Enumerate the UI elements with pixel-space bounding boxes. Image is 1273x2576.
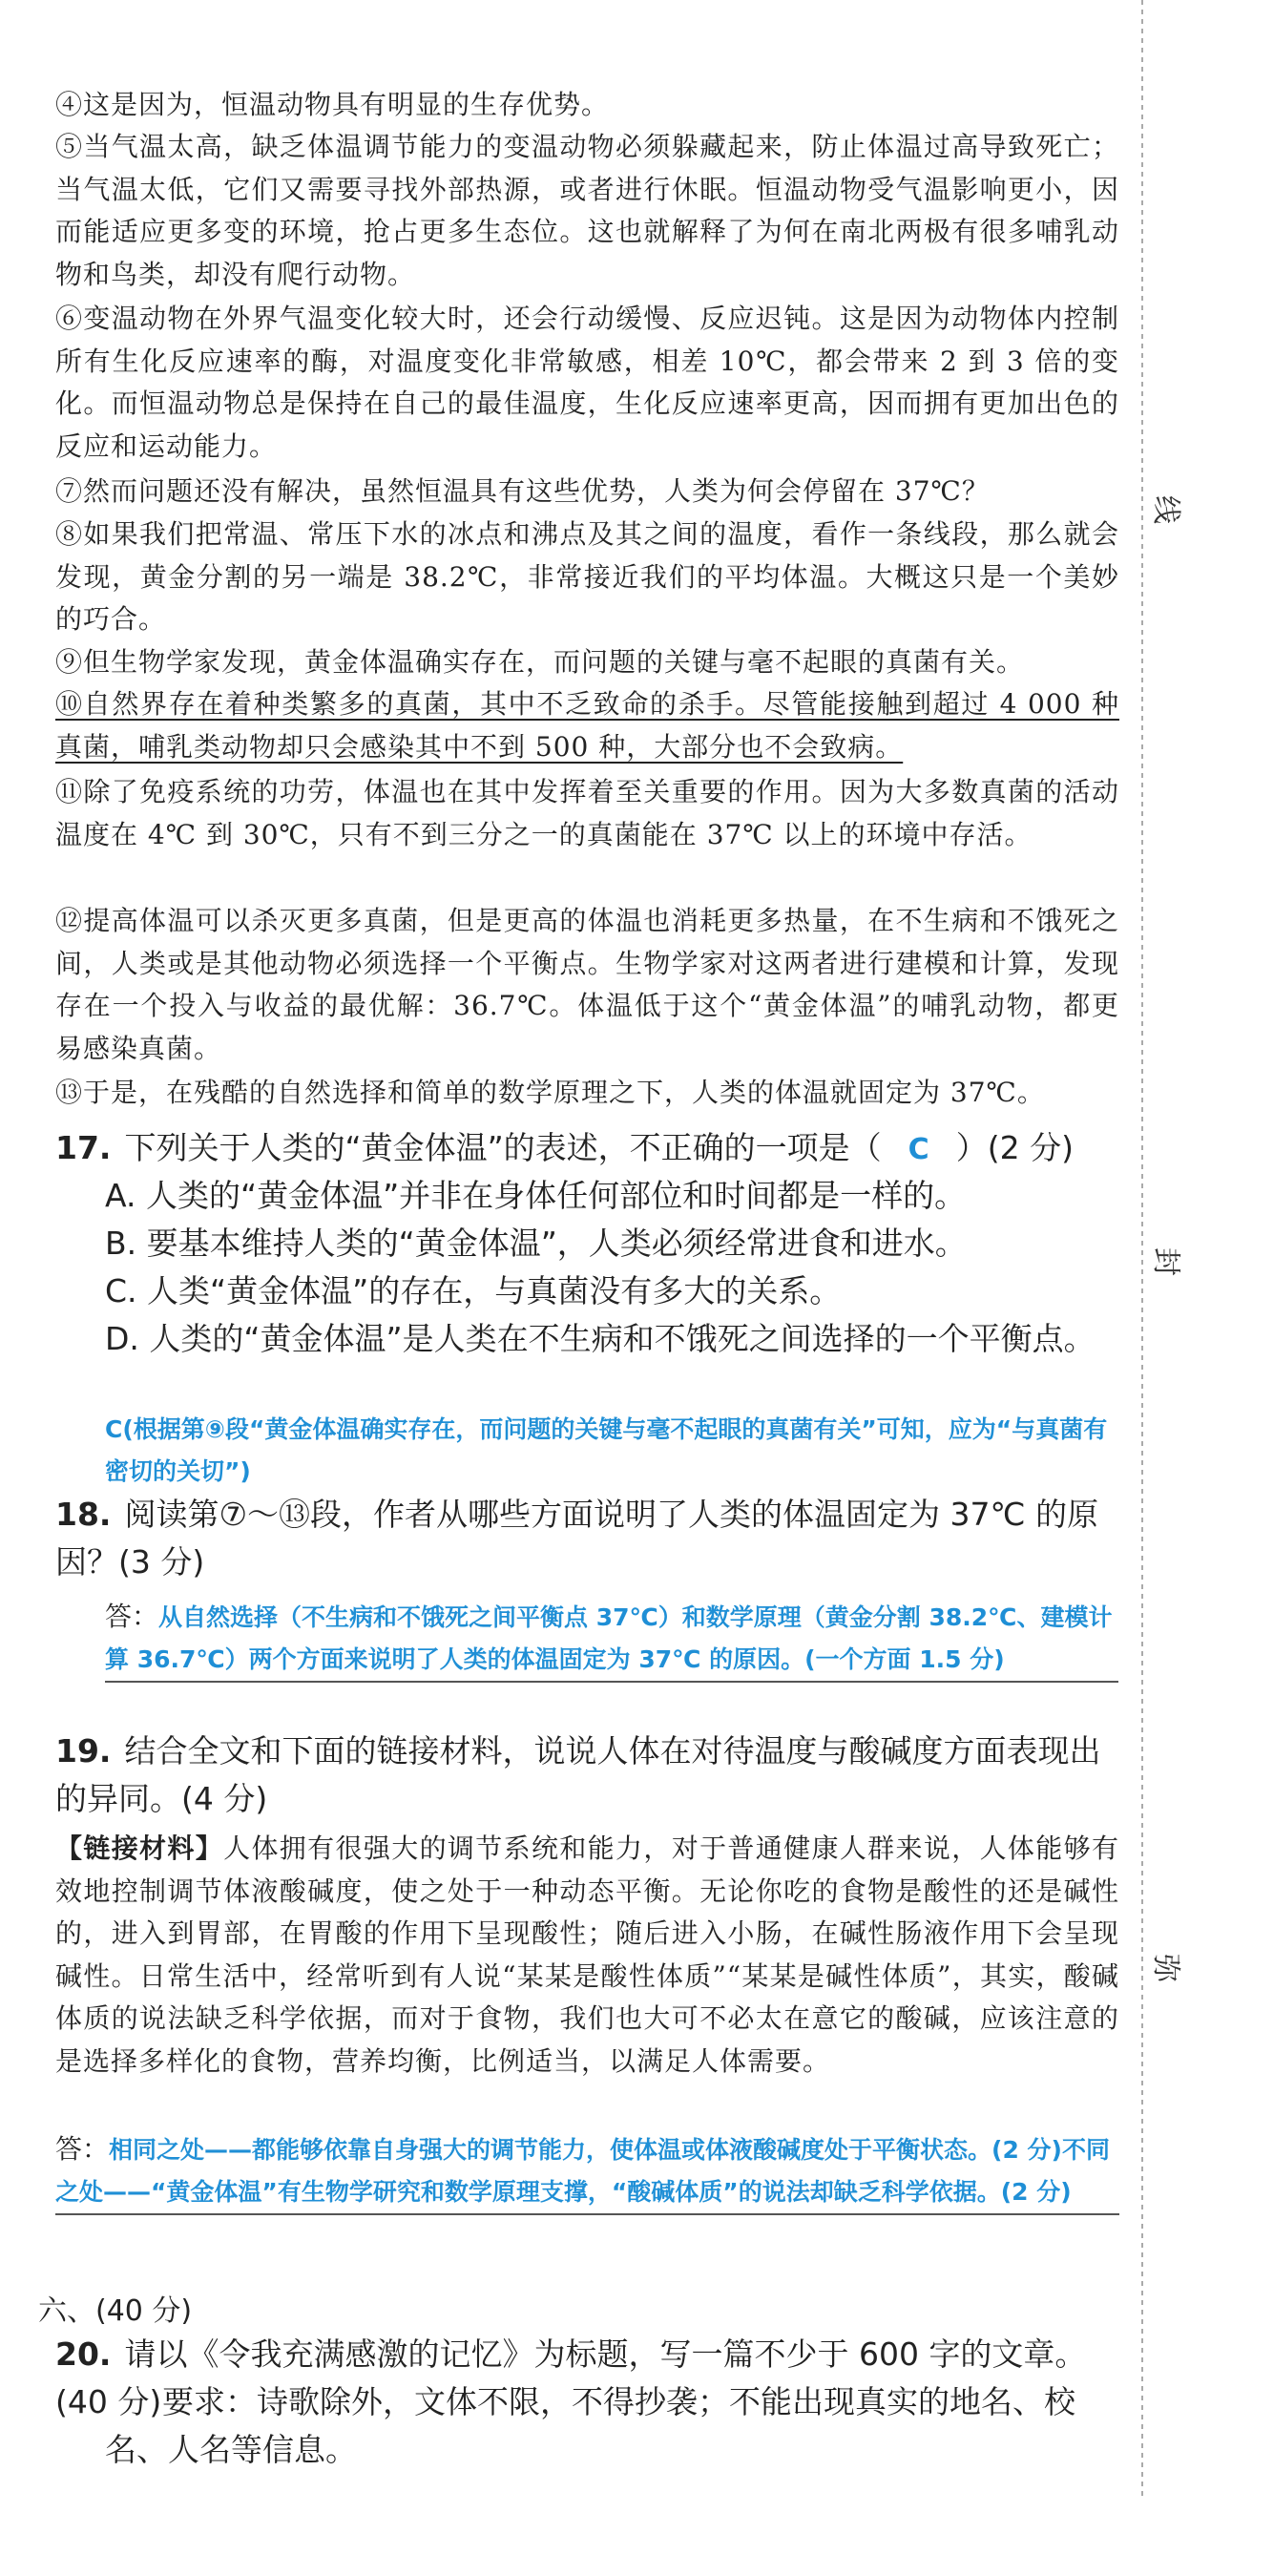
question-18: [55, 1491, 1119, 1586]
answer-text: 从自然选择（不生病和不饿死之间平衡点 37℃）和数学原理（黄金分割 38.2℃、建模计算 36.7℃）两个方面来说明了人类的体温固定为 37℃ 的原因。(一个方面 1.5 分): [105, 1603, 1113, 1673]
binding-char-xian: 线: [1149, 495, 1182, 524]
paragraph-7: ⑦然而问题还没有解决，虽然恒温具有这些优势，人类为何会停留在 37℃？: [55, 475, 990, 507]
answer-choice: C: [908, 1133, 929, 1166]
option-b: B. 要基本维持人类的“黄金体温”，人类必须经常进食和进水。: [105, 1225, 967, 1262]
answer-19: [55, 2128, 1119, 2215]
link-material-title: 【链接材料】: [55, 1833, 224, 1864]
paragraph-6: ⑥变温动物在外界气温变化较大时，还会行动缓慢、反应迟钝。这是因为动物体内控制所有生化反应速率的酶，对温度变化非常敏感，相差 10℃，都会带来 2 到 3 倍的变化。而恒温动物总是保持在自己的最佳温度，生化反应速率更高，因而拥有更加出色的反应和运动能力。: [55, 303, 1119, 462]
analysis-17: C(根据第⑨段“黄金体温确实存在，而问题的关键与毫不起眼的真菌有关”可知，应为“与真菌有密切的关切”): [105, 1415, 1108, 1485]
paragraph-9: ⑨但生物学家发现，黄金体温确实存在，而问题的关键与毫不起眼的真菌有关。: [55, 646, 1025, 678]
question-number: 20.: [55, 2335, 112, 2373]
binding-char-feng: 封: [1149, 1247, 1182, 1276]
question-stem: 结合全文和下面的链接材料，说说人体在对待温度与酸碱度方面表现出的异同。(4 分): [55, 1732, 1101, 1817]
paragraph-13: ⑬于是，在残酷的自然选择和简单的数学原理之下，人类的体温就固定为 37℃。: [55, 1077, 1045, 1108]
option-a: A. 人类的“黄金体温”并非在身体任何部位和时间都是一样的。: [105, 1177, 967, 1214]
answer-18: [105, 1596, 1118, 1683]
option-c: C. 人类“黄金体温”的存在，与真菌没有多大的关系。: [105, 1272, 842, 1309]
paragraph-5: ⑤当气温太高，缺乏体温调节能力的变温动物必须躲藏起来，防止体温过高导致死亡；当气温太低，它们又需要寻找外部热源，或者进行休眠。恒温动物受气温影响更小，因而能适应更多变的环境，抢占更多生态位。这也就解释了为何在南北两极有很多哺乳动物和鸟类，却没有爬行动物。: [55, 131, 1119, 290]
answer-label: 答：: [55, 2133, 110, 2165]
paragraph-12: ⑫提高体温可以杀灭更多真菌，但是更高的体温也消耗更多热量，在不生病和不饿死之间，人类或是其他动物必须选择一个平衡点。生物学家对这两者进行建模和计算，发现存在一个投入与收益的最优解：36.7℃。体温低于这个“黄金体温”的哺乳动物，都更易感染真菌。: [55, 905, 1119, 1064]
question-stem: 阅读第⑦～⑬段，作者从哪些方面说明了人类的体温固定为 37℃ 的原因？(3 分): [55, 1496, 1099, 1581]
question-number: 17.: [55, 1129, 112, 1166]
paragraph-4: ④这是因为，恒温动物具有明显的生存优势。: [55, 89, 610, 120]
question-stem: 下列关于人类的“黄金体温”的表述，不正确的一项是（: [124, 1129, 882, 1166]
question-19: [55, 1728, 1119, 1823]
question-17: [55, 1124, 1119, 1174]
question-20-requirements: 要求：诗歌除外，文体不限，不得抄袭；不能出现真实的地名、校名、人名等信息。: [105, 2383, 1075, 2468]
question-score: ）(2 分): [955, 1129, 1074, 1166]
binding-dashed-line: [1141, 0, 1143, 2501]
paragraph-11: ⑪除了免疫系统的功劳，体温也在其中发挥着至关重要的作用。因为大多数真菌的活动温度在 4℃ 到 30℃，只有不到三分之一的真菌能在 37℃ 以上的环境中存活。: [55, 776, 1119, 850]
option-d: D. 人类的“黄金体温”是人类在不生病和不饿死之间选择的一个平衡点。: [105, 1320, 1096, 1357]
section-6-heading: 六、(40 分): [38, 2294, 193, 2328]
answer-label: 答：: [105, 1601, 159, 1632]
question-number: 19.: [55, 1732, 112, 1770]
binding-char-mi: 弥: [1149, 1954, 1182, 1982]
link-material: [55, 1828, 1119, 2083]
answer-text: 相同之处——都能够依靠自身强大的调节能力，使体温或体液酸碱度处于平衡状态。(2 分)不同之处——“黄金体温”有生物学研究和数学原理支撑，“酸碱体质”的说法却缺乏科学依据。(2 分): [55, 2136, 1110, 2206]
question-number: 18.: [55, 1496, 112, 1533]
paragraph-8: ⑧如果我们把常温、常压下水的冰点和沸点及其之间的温度，看作一条线段，那么就会发现，黄金分割的另一端是 38.2℃，非常接近我们的平均体温。大概这只是一个美妙的巧合。: [55, 518, 1119, 635]
question-stem: 请以《令我充满感激的记忆》为标题，写一篇不少于 600 字的文章。(40 分): [55, 2335, 1087, 2420]
link-material-text: 人体拥有很强大的调节系统和能力，对于普通健康人群来说，人体能够有效地控制调节体液酸碱度，使之处于一种动态平衡。无论你吃的食物是酸性的还是碱性的，进入到胃部，在胃酸的作用下呈现酸性；随后进入小肠，在碱性肠液作用下会呈现碱性。日常生活中，经常听到有人说“某某是酸性体质”“某某是碱性体质”，其实，酸碱体质的说法缺乏科学依据，而对于食物，我们也大可不必太在意它的酸碱，应该注意的是选择多样化的食物，营养均衡，比例适当，以满足人体需要。: [55, 1833, 1119, 2077]
paragraph-10: ⑩自然界存在着种类繁多的真菌，其中不乏致命的杀手。尽管能接触到超过 4 000 种真菌，哺乳类动物却只会感染其中不到 500 种，大部分也不会致病。: [55, 688, 1119, 763]
